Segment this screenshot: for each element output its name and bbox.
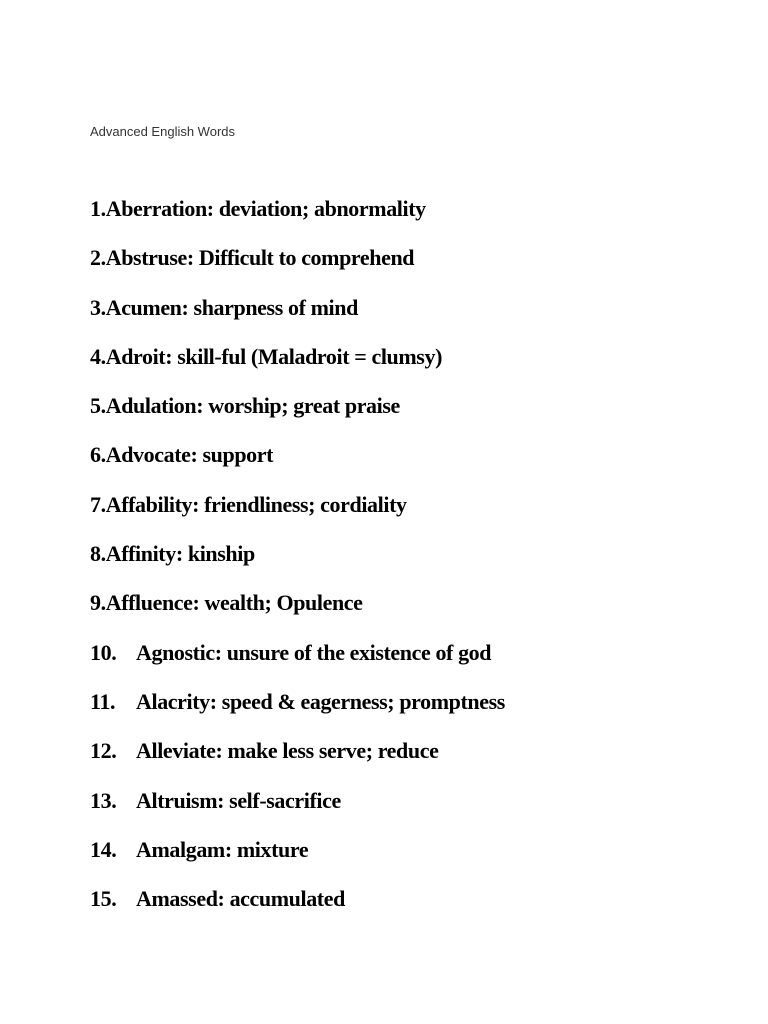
item-number: 2. xyxy=(90,245,106,271)
item-number: 12. xyxy=(90,738,117,764)
list-item xyxy=(90,587,505,636)
item-text: Acumen: sharpness of mind xyxy=(105,294,358,320)
item-text: Amalgam: mixture xyxy=(136,836,309,862)
list-item xyxy=(90,193,505,242)
list-item xyxy=(90,637,505,686)
list-item xyxy=(90,834,505,883)
item-text: Advocate: support xyxy=(105,442,274,468)
item-number: 3. xyxy=(90,294,106,320)
list-item xyxy=(90,735,505,784)
item-number: 7. xyxy=(90,491,106,517)
item-text: Alleviate: make less serve; reduce xyxy=(136,738,439,764)
item-number: 4. xyxy=(90,343,106,369)
item-number: 11. xyxy=(90,688,116,714)
item-number: 10. xyxy=(90,639,117,665)
list-item xyxy=(90,439,505,488)
list-item xyxy=(90,390,505,439)
item-text: Abstruse: Difficult to comprehend xyxy=(105,245,415,271)
list-item xyxy=(90,686,505,735)
item-text: Adroit: skill-ful (Maladroit = clumsy) xyxy=(105,343,442,369)
list-item xyxy=(90,538,505,587)
list-item xyxy=(90,341,505,390)
list-item xyxy=(90,242,505,291)
list-item xyxy=(90,785,505,834)
item-text: Affluence: wealth; Opulence xyxy=(105,590,363,616)
item-number: 1. xyxy=(90,196,106,221)
item-number: 14. xyxy=(90,836,117,862)
item-text: Altruism: self-sacrifice xyxy=(136,787,341,813)
item-text: Aberration: deviation; abnormality xyxy=(105,196,426,221)
item-text: Affinity: kinship xyxy=(105,541,255,567)
document-header: Advanced English Words xyxy=(90,124,236,139)
item-text: Adulation: worship; great praise xyxy=(105,393,400,419)
item-text: Agnostic: unsure of the existence of god xyxy=(136,639,492,665)
list-item xyxy=(90,883,505,932)
item-number: 5. xyxy=(90,393,106,419)
list-item xyxy=(90,489,505,538)
list-item xyxy=(90,292,505,341)
item-number: 9. xyxy=(90,590,106,616)
item-text: Affability: friendliness; cordiality xyxy=(105,491,407,517)
item-number: 15. xyxy=(90,886,117,912)
item-number: 8. xyxy=(90,541,106,567)
item-number: 13. xyxy=(90,787,117,813)
item-text: Amassed: accumulated xyxy=(136,886,345,912)
vocabulary-list xyxy=(90,193,505,932)
item-text: Alacrity: speed & eagerness; promptness xyxy=(136,688,505,714)
item-number: 6. xyxy=(90,442,106,468)
